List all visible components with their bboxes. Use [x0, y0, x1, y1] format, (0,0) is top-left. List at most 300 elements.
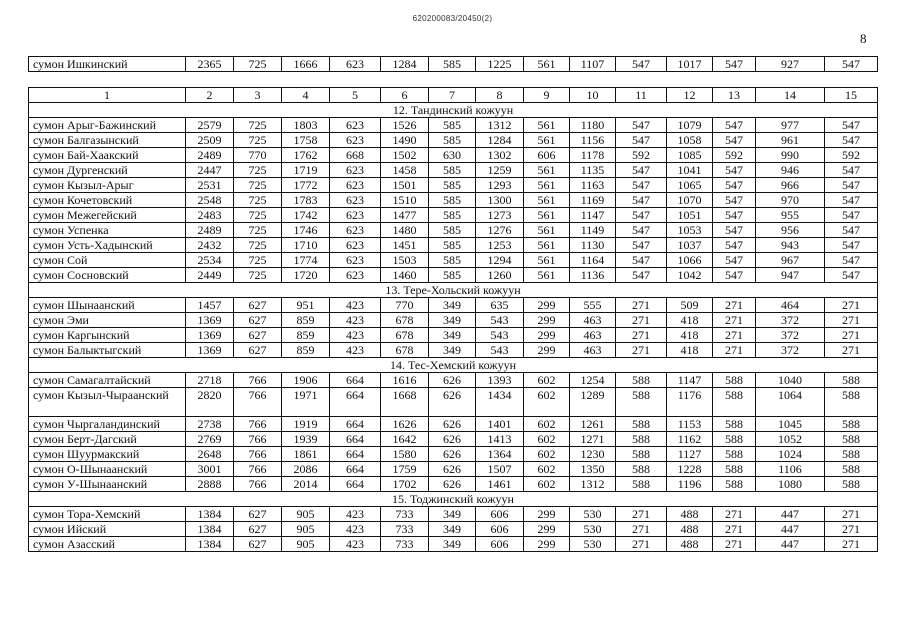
value-cell: 1401 [476, 417, 524, 432]
value-cell: 977 [756, 118, 825, 133]
section-title: 12. Тандинский кожуун [29, 103, 878, 118]
value-cell: 547 [616, 193, 667, 208]
value-cell: 627 [234, 522, 282, 537]
value-cell: 1045 [756, 417, 825, 432]
column-number-header: 2 [186, 88, 234, 103]
column-number-header: 8 [476, 88, 524, 103]
value-cell: 1702 [381, 477, 429, 492]
value-cell: 1939 [282, 432, 330, 447]
value-cell: 585 [429, 118, 476, 133]
value-cell: 588 [825, 462, 878, 477]
value-cell: 547 [713, 253, 756, 268]
value-cell: 678 [381, 343, 429, 358]
table-row [29, 57, 878, 72]
value-cell: 1147 [570, 208, 616, 223]
value-cell: 3001 [186, 462, 234, 477]
value-cell: 626 [429, 417, 476, 432]
value-cell: 766 [234, 388, 282, 417]
value-cell: 1458 [381, 163, 429, 178]
value-cell: 1164 [570, 253, 616, 268]
value-cell: 1580 [381, 447, 429, 462]
value-cell: 2534 [186, 253, 234, 268]
value-cell: 623 [330, 223, 381, 238]
value-cell: 561 [524, 178, 570, 193]
value-cell: 1666 [282, 57, 330, 72]
value-cell: 627 [234, 537, 282, 552]
value-cell: 2888 [186, 477, 234, 492]
value-cell: 271 [825, 298, 878, 313]
value-cell: 2548 [186, 193, 234, 208]
section-title: 15. Тоджинский кожуун [29, 492, 878, 507]
value-cell: 349 [429, 328, 476, 343]
value-cell: 1413 [476, 432, 524, 447]
value-cell: 1284 [381, 57, 429, 72]
value-cell: 592 [713, 148, 756, 163]
value-cell: 1230 [570, 447, 616, 462]
value-cell: 1261 [570, 417, 616, 432]
value-cell: 606 [524, 148, 570, 163]
value-cell: 1080 [756, 477, 825, 492]
table-row [29, 373, 878, 388]
value-cell: 1284 [476, 133, 524, 148]
value-cell: 1758 [282, 133, 330, 148]
value-cell: 547 [825, 238, 878, 253]
value-cell: 561 [524, 253, 570, 268]
value-cell: 1253 [476, 238, 524, 253]
value-cell: 547 [825, 223, 878, 238]
settlement-name-cell: сумон Шуурмакский [29, 447, 186, 462]
value-cell: 1169 [570, 193, 616, 208]
value-cell: 766 [234, 462, 282, 477]
value-cell: 1710 [282, 238, 330, 253]
settlement-name-cell: сумон Балгазынский [29, 133, 186, 148]
value-cell: 530 [570, 507, 616, 522]
value-cell: 561 [524, 163, 570, 178]
value-cell: 1147 [667, 373, 713, 388]
value-cell: 627 [234, 343, 282, 358]
value-cell: 725 [234, 268, 282, 283]
value-cell: 588 [616, 462, 667, 477]
value-cell: 547 [616, 253, 667, 268]
value-cell: 588 [713, 462, 756, 477]
value-cell: 725 [234, 208, 282, 223]
value-cell: 547 [616, 223, 667, 238]
value-cell: 271 [616, 522, 667, 537]
page-number: 8 [860, 31, 867, 46]
value-cell: 271 [825, 328, 878, 343]
value-cell: 678 [381, 328, 429, 343]
value-cell: 627 [234, 313, 282, 328]
settlement-name-cell: сумон Кызыл-Чыраанский [29, 388, 186, 417]
value-cell: 592 [616, 148, 667, 163]
value-cell: 602 [524, 432, 570, 447]
value-cell: 1040 [756, 373, 825, 388]
value-cell: 623 [330, 238, 381, 253]
table-row [29, 462, 878, 477]
value-cell: 1127 [667, 447, 713, 462]
value-cell: 725 [234, 57, 282, 72]
value-cell: 766 [234, 477, 282, 492]
value-cell: 1273 [476, 208, 524, 223]
value-cell: 271 [616, 537, 667, 552]
column-number-header: 6 [381, 88, 429, 103]
value-cell: 555 [570, 298, 616, 313]
table-row [29, 417, 878, 432]
value-cell: 588 [825, 432, 878, 447]
table-row [29, 343, 878, 358]
value-cell: 2432 [186, 238, 234, 253]
value-cell: 946 [756, 163, 825, 178]
value-cell: 423 [330, 537, 381, 552]
section-header-row [29, 103, 878, 118]
value-cell: 602 [524, 462, 570, 477]
settlement-name-cell: сумон Тора-Хемский [29, 507, 186, 522]
value-cell: 664 [330, 462, 381, 477]
value-cell: 766 [234, 417, 282, 432]
value-cell: 547 [825, 253, 878, 268]
settlement-name-cell: сумон Самагалтайский [29, 373, 186, 388]
settlement-name-cell: сумон Эми [29, 313, 186, 328]
value-cell: 1079 [667, 118, 713, 133]
value-cell: 423 [330, 298, 381, 313]
value-cell: 623 [330, 163, 381, 178]
value-cell: 547 [825, 133, 878, 148]
column-number-header-row [29, 88, 878, 103]
value-cell: 543 [476, 328, 524, 343]
value-cell: 547 [713, 57, 756, 72]
value-cell: 1451 [381, 238, 429, 253]
value-cell: 1302 [476, 148, 524, 163]
value-cell: 1228 [667, 462, 713, 477]
value-cell: 1037 [667, 238, 713, 253]
value-cell: 725 [234, 133, 282, 148]
value-cell: 463 [570, 313, 616, 328]
value-cell: 1906 [282, 373, 330, 388]
value-cell: 1163 [570, 178, 616, 193]
value-cell: 1783 [282, 193, 330, 208]
column-number-header: 10 [570, 88, 616, 103]
value-cell: 547 [616, 178, 667, 193]
value-cell: 733 [381, 522, 429, 537]
value-cell: 1017 [667, 57, 713, 72]
value-cell: 588 [713, 417, 756, 432]
column-number-header: 11 [616, 88, 667, 103]
value-cell: 2820 [186, 388, 234, 417]
settlement-name-cell: сумон Сосновский [29, 268, 186, 283]
column-number-header: 15 [825, 88, 878, 103]
column-number-header: 12 [667, 88, 713, 103]
value-cell: 630 [429, 148, 476, 163]
value-cell: 2769 [186, 432, 234, 447]
value-cell: 1162 [667, 432, 713, 447]
section-title: 14. Тес-Хемский кожуун [29, 358, 878, 373]
value-cell: 2531 [186, 178, 234, 193]
settlement-name-cell: сумон Балыктыгский [29, 343, 186, 358]
value-cell: 561 [524, 133, 570, 148]
value-cell: 1384 [186, 537, 234, 552]
value-cell: 271 [713, 313, 756, 328]
table-row [29, 193, 878, 208]
value-cell: 859 [282, 313, 330, 328]
value-cell: 588 [713, 432, 756, 447]
value-cell: 585 [429, 268, 476, 283]
value-cell: 725 [234, 223, 282, 238]
value-cell: 561 [524, 223, 570, 238]
value-cell: 1384 [186, 522, 234, 537]
value-cell: 1971 [282, 388, 330, 417]
value-cell: 1300 [476, 193, 524, 208]
value-cell: 1153 [667, 417, 713, 432]
value-cell: 626 [429, 432, 476, 447]
value-cell: 1369 [186, 328, 234, 343]
value-cell: 271 [825, 313, 878, 328]
value-cell: 1503 [381, 253, 429, 268]
value-cell: 1259 [476, 163, 524, 178]
section-header-row [29, 358, 878, 373]
table-row [29, 268, 878, 283]
value-cell: 623 [330, 253, 381, 268]
value-cell: 1762 [282, 148, 330, 163]
value-cell: 1176 [667, 388, 713, 417]
value-cell: 1364 [476, 447, 524, 462]
table-row [29, 208, 878, 223]
value-cell: 588 [616, 373, 667, 388]
value-cell: 1041 [667, 163, 713, 178]
settlement-name-cell: сумон Чыргаландинский [29, 417, 186, 432]
value-cell: 547 [713, 178, 756, 193]
value-cell: 1254 [570, 373, 616, 388]
value-cell: 1369 [186, 343, 234, 358]
value-cell: 2579 [186, 118, 234, 133]
value-cell: 943 [756, 238, 825, 253]
settlement-name-cell: сумон Арыг-Бажинский [29, 118, 186, 133]
value-cell: 1616 [381, 373, 429, 388]
table-row [29, 238, 878, 253]
value-cell: 1180 [570, 118, 616, 133]
value-cell: 547 [616, 133, 667, 148]
value-cell: 349 [429, 298, 476, 313]
value-cell: 547 [713, 223, 756, 238]
column-number-header: 1 [29, 88, 186, 103]
value-cell: 2489 [186, 223, 234, 238]
settlement-name-cell: сумон Межегейский [29, 208, 186, 223]
value-cell: 1919 [282, 417, 330, 432]
value-cell: 543 [476, 343, 524, 358]
value-cell: 770 [234, 148, 282, 163]
value-cell: 349 [429, 507, 476, 522]
value-cell: 1312 [570, 477, 616, 492]
value-cell: 635 [476, 298, 524, 313]
settlement-name-cell: сумон Ийский [29, 522, 186, 537]
value-cell: 1477 [381, 208, 429, 223]
column-number-header: 13 [713, 88, 756, 103]
value-cell: 951 [282, 298, 330, 313]
value-cell: 1350 [570, 462, 616, 477]
value-cell: 1803 [282, 118, 330, 133]
value-cell: 1136 [570, 268, 616, 283]
value-cell: 547 [713, 238, 756, 253]
table-row [29, 432, 878, 447]
value-cell: 547 [825, 193, 878, 208]
value-cell: 1719 [282, 163, 330, 178]
value-cell: 766 [234, 432, 282, 447]
continuation-table [28, 56, 878, 72]
value-cell: 1759 [381, 462, 429, 477]
value-cell: 1460 [381, 268, 429, 283]
value-cell: 1064 [756, 388, 825, 417]
value-cell: 1384 [186, 507, 234, 522]
value-cell: 859 [282, 343, 330, 358]
settlement-name-cell: сумон У-Шынаанский [29, 477, 186, 492]
value-cell: 547 [616, 208, 667, 223]
value-cell: 423 [330, 313, 381, 328]
value-cell: 585 [429, 163, 476, 178]
value-cell: 423 [330, 343, 381, 358]
value-cell: 1260 [476, 268, 524, 283]
value-cell: 423 [330, 507, 381, 522]
value-cell: 1130 [570, 238, 616, 253]
value-cell: 547 [713, 208, 756, 223]
value-cell: 2086 [282, 462, 330, 477]
value-cell: 2483 [186, 208, 234, 223]
value-cell: 1070 [667, 193, 713, 208]
value-cell: 1312 [476, 118, 524, 133]
column-number-header: 7 [429, 88, 476, 103]
settlement-name-cell: сумон Кызыл-Арыг [29, 178, 186, 193]
value-cell: 905 [282, 522, 330, 537]
value-cell: 509 [667, 298, 713, 313]
value-cell: 561 [524, 118, 570, 133]
value-cell: 588 [713, 447, 756, 462]
table-row [29, 328, 878, 343]
value-cell: 271 [825, 343, 878, 358]
settlement-name-cell: сумон Успенка [29, 223, 186, 238]
value-cell: 1774 [282, 253, 330, 268]
table-row [29, 148, 878, 163]
value-cell: 627 [234, 298, 282, 313]
table-row [29, 537, 878, 552]
value-cell: 588 [713, 373, 756, 388]
value-cell: 585 [429, 253, 476, 268]
column-number-header: 3 [234, 88, 282, 103]
value-cell: 588 [713, 388, 756, 417]
value-cell: 1502 [381, 148, 429, 163]
value-cell: 1369 [186, 313, 234, 328]
value-cell: 2449 [186, 268, 234, 283]
value-cell: 585 [429, 223, 476, 238]
document-id: 620200083/20450(2) [412, 14, 493, 23]
value-cell: 1107 [570, 57, 616, 72]
value-cell: 733 [381, 537, 429, 552]
value-cell: 2718 [186, 373, 234, 388]
value-cell: 623 [330, 57, 381, 72]
value-cell: 1149 [570, 223, 616, 238]
value-cell: 859 [282, 328, 330, 343]
value-cell: 1106 [756, 462, 825, 477]
value-cell: 299 [524, 313, 570, 328]
value-cell: 627 [234, 328, 282, 343]
value-cell: 1065 [667, 178, 713, 193]
value-cell: 905 [282, 537, 330, 552]
value-cell: 547 [825, 268, 878, 283]
value-cell: 271 [713, 343, 756, 358]
value-cell: 418 [667, 343, 713, 358]
value-cell: 530 [570, 537, 616, 552]
settlement-name-cell: сумон Шынаанский [29, 298, 186, 313]
value-cell: 961 [756, 133, 825, 148]
value-cell: 766 [234, 447, 282, 462]
value-cell: 1293 [476, 178, 524, 193]
value-cell: 1457 [186, 298, 234, 313]
value-cell: 1042 [667, 268, 713, 283]
value-cell: 372 [756, 313, 825, 328]
value-cell: 547 [616, 118, 667, 133]
value-cell: 2648 [186, 447, 234, 462]
value-cell: 1501 [381, 178, 429, 193]
value-cell: 626 [429, 462, 476, 477]
value-cell: 530 [570, 522, 616, 537]
value-cell: 664 [330, 432, 381, 447]
value-cell: 606 [476, 507, 524, 522]
value-cell: 1480 [381, 223, 429, 238]
value-cell: 547 [616, 238, 667, 253]
value-cell: 2738 [186, 417, 234, 432]
value-cell: 299 [524, 298, 570, 313]
value-cell: 488 [667, 537, 713, 552]
value-cell: 349 [429, 522, 476, 537]
table-row [29, 313, 878, 328]
value-cell: 623 [330, 208, 381, 223]
settlement-name-cell: сумон Каргынский [29, 328, 186, 343]
value-cell: 1668 [381, 388, 429, 417]
value-cell: 956 [756, 223, 825, 238]
value-cell: 623 [330, 178, 381, 193]
value-cell: 626 [429, 388, 476, 417]
value-cell: 664 [330, 373, 381, 388]
value-cell: 1861 [282, 447, 330, 462]
value-cell: 547 [713, 268, 756, 283]
value-cell: 725 [234, 118, 282, 133]
value-cell: 725 [234, 238, 282, 253]
value-cell: 372 [756, 328, 825, 343]
value-cell: 585 [429, 238, 476, 253]
settlement-name-cell: сумон Кочетовский [29, 193, 186, 208]
value-cell: 271 [713, 298, 756, 313]
value-cell: 1085 [667, 148, 713, 163]
value-cell: 1461 [476, 477, 524, 492]
table-row [29, 118, 878, 133]
table-row [29, 477, 878, 492]
value-cell: 349 [429, 343, 476, 358]
value-cell: 725 [234, 193, 282, 208]
section-header-row [29, 283, 878, 298]
value-cell: 271 [713, 507, 756, 522]
value-cell: 1510 [381, 193, 429, 208]
value-cell: 585 [429, 133, 476, 148]
value-cell: 725 [234, 253, 282, 268]
value-cell: 1024 [756, 447, 825, 462]
value-cell: 547 [616, 163, 667, 178]
table-row [29, 507, 878, 522]
value-cell: 967 [756, 253, 825, 268]
value-cell: 585 [429, 57, 476, 72]
value-cell: 1156 [570, 133, 616, 148]
value-cell: 1225 [476, 57, 524, 72]
value-cell: 2489 [186, 148, 234, 163]
value-cell: 1051 [667, 208, 713, 223]
value-cell: 1135 [570, 163, 616, 178]
value-cell: 547 [616, 57, 667, 72]
